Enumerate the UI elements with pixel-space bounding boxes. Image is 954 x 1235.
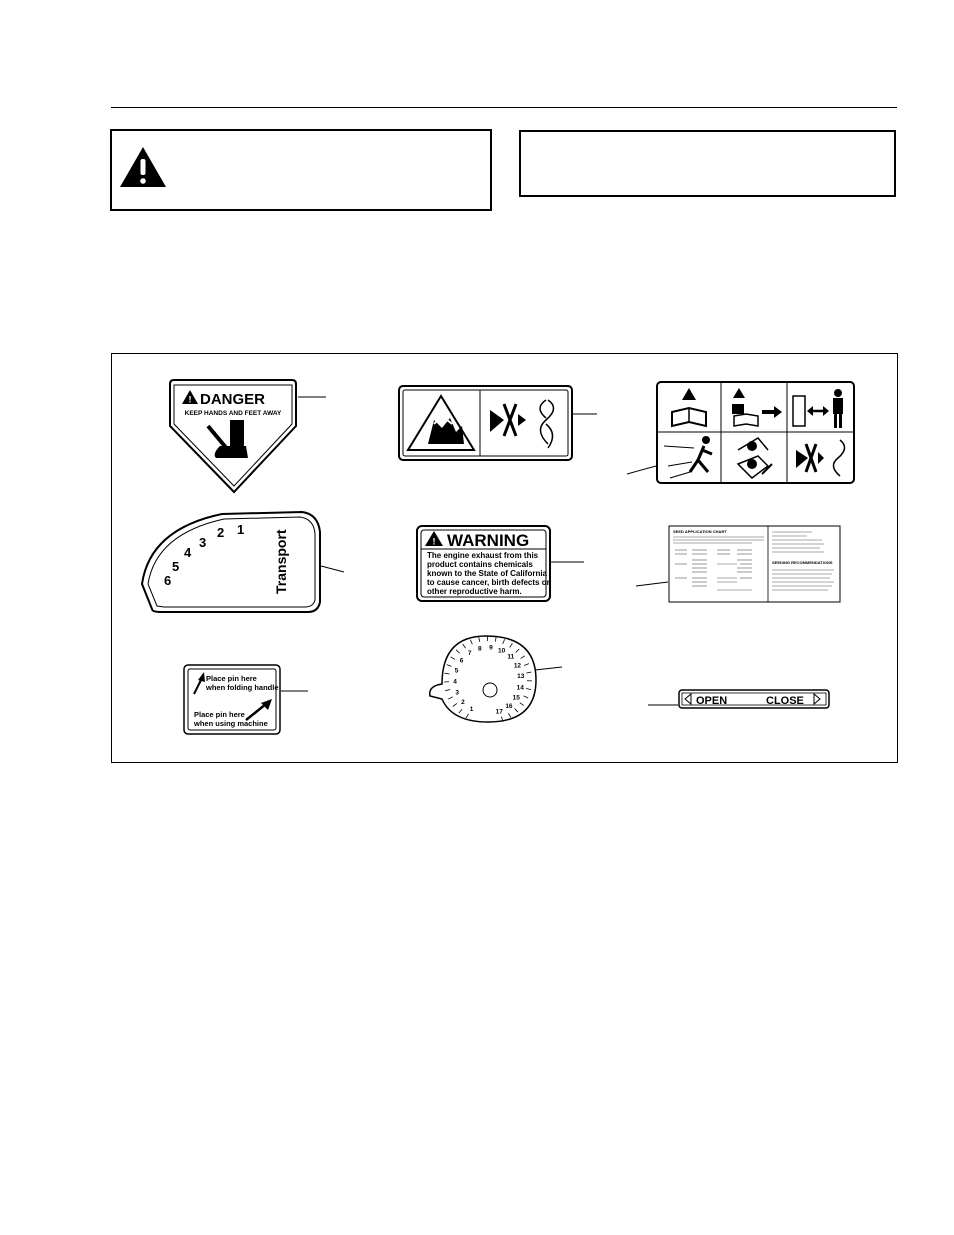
danger-box <box>110 129 492 211</box>
dial-tick <box>516 649 520 653</box>
note-box <box>519 130 896 197</box>
read-manual-icon <box>672 388 706 426</box>
seed-chart-title: SEED APPLICATION CHART <box>673 529 727 534</box>
dial-tick <box>524 664 529 666</box>
close-arrow-icon <box>814 694 820 704</box>
speed-digit-1: 1 <box>237 522 245 537</box>
dial-number: 5 <box>454 667 459 675</box>
dial-tick <box>456 650 460 653</box>
dial-tick <box>520 703 524 706</box>
dial-tick <box>453 703 457 706</box>
dial-tick <box>521 656 525 659</box>
arrow-diagonal-icon <box>246 699 272 720</box>
dial-tick <box>445 673 450 674</box>
dial-tick <box>503 639 505 644</box>
dial-tick <box>479 637 480 642</box>
speed-digit-3: 3 <box>199 535 207 550</box>
dial-numbers <box>453 645 525 716</box>
dial-tick <box>459 709 462 713</box>
dial-tick <box>463 644 466 648</box>
dial-number: 6 <box>459 657 464 665</box>
rotating-auger-icon-2 <box>796 440 845 476</box>
dial-tick <box>447 665 452 667</box>
open-arrow-icon <box>685 694 691 704</box>
warning-line-1: The engine exhaust from this <box>427 551 539 560</box>
pin-placement-decal <box>184 665 308 734</box>
decals-drawing <box>112 354 899 764</box>
dial-tick <box>515 709 518 713</box>
boot-icon <box>208 420 248 458</box>
rate-dial-decal <box>430 636 562 722</box>
dial-tick <box>448 697 453 699</box>
dial-number: 2 <box>461 698 465 706</box>
dial-tick <box>445 689 450 690</box>
svg-text:!: ! <box>188 394 192 405</box>
pin-line-1a: Place pin here <box>206 674 257 683</box>
dial-number: 7 <box>467 650 472 658</box>
dial-number: 1 <box>469 706 474 714</box>
dial-number: 9 <box>489 644 493 652</box>
dial-tick <box>466 714 469 718</box>
pin-line-2b: when using machine <box>194 719 268 728</box>
dial-center-hole <box>483 683 497 697</box>
thrown-objects-icon <box>664 436 712 478</box>
warning-line-3: known to the State of California <box>427 569 548 578</box>
open-close-decal <box>648 690 829 708</box>
warning-decal <box>417 526 584 601</box>
top-rule <box>111 107 897 108</box>
danger-header: DANGER <box>200 391 266 408</box>
pin-line-2a: Place pin here <box>194 710 245 719</box>
safety-icons-decal <box>627 382 854 483</box>
danger-decal <box>170 380 326 492</box>
seeding-recommendations-label: SEEDING RECOMMENDATIONS <box>772 560 833 565</box>
dial-number: 16 <box>505 703 513 711</box>
transport-label: Transport <box>273 529 289 594</box>
dial-tick <box>495 637 496 642</box>
decals-panel <box>111 353 898 763</box>
speed-digit-6: 6 <box>164 573 172 588</box>
dial-number: 11 <box>507 653 515 661</box>
dial-tick <box>526 672 531 673</box>
dial-number: 13 <box>517 673 525 681</box>
speed-setting-decal <box>142 512 344 612</box>
dial-number: 8 <box>477 645 482 653</box>
open-label: OPEN <box>696 695 728 707</box>
close-label: CLOSE <box>766 695 804 707</box>
dial-number: 3 <box>455 689 460 697</box>
warning-line-2: product contains chemicals <box>427 560 533 569</box>
dial-tick <box>526 689 531 690</box>
warning-line-4: to cause cancer, birth defects or <box>427 578 550 587</box>
hand-entanglement-decal <box>399 386 597 460</box>
speed-digit-5: 5 <box>172 559 180 574</box>
dial-number: 12 <box>513 662 522 670</box>
dial-number: 14 <box>516 684 524 692</box>
warning-header: WARNING <box>447 531 530 550</box>
dial-number: 10 <box>498 647 506 655</box>
keep-distance-icon <box>793 389 843 428</box>
seed-chart-decal <box>636 526 840 602</box>
shield-guard-icon <box>738 438 772 478</box>
dial-tick <box>524 696 529 698</box>
dial-number: 17 <box>495 708 503 716</box>
speed-digit-4: 4 <box>184 545 192 560</box>
dial-number: 4 <box>453 678 457 686</box>
danger-subtitle: KEEP HANDS AND FEET AWAY <box>184 410 282 417</box>
warning-triangle-icon <box>118 145 168 189</box>
speed-digit-2: 2 <box>217 525 225 540</box>
dial-tick <box>451 657 455 660</box>
svg-text:!: ! <box>432 536 436 547</box>
warning-line-5: other reproductive harm. <box>427 587 522 596</box>
rotating-auger-icon <box>490 400 554 448</box>
dial-number: 15 <box>512 694 520 702</box>
dial-tick <box>508 713 511 717</box>
arrow-up-icon <box>194 672 205 694</box>
hand-caught-icon <box>428 418 464 444</box>
dial-tick <box>510 643 513 647</box>
dial-tick <box>470 640 472 645</box>
service-manual-icon <box>732 388 782 426</box>
pin-line-1b: when folding handle <box>206 683 279 692</box>
